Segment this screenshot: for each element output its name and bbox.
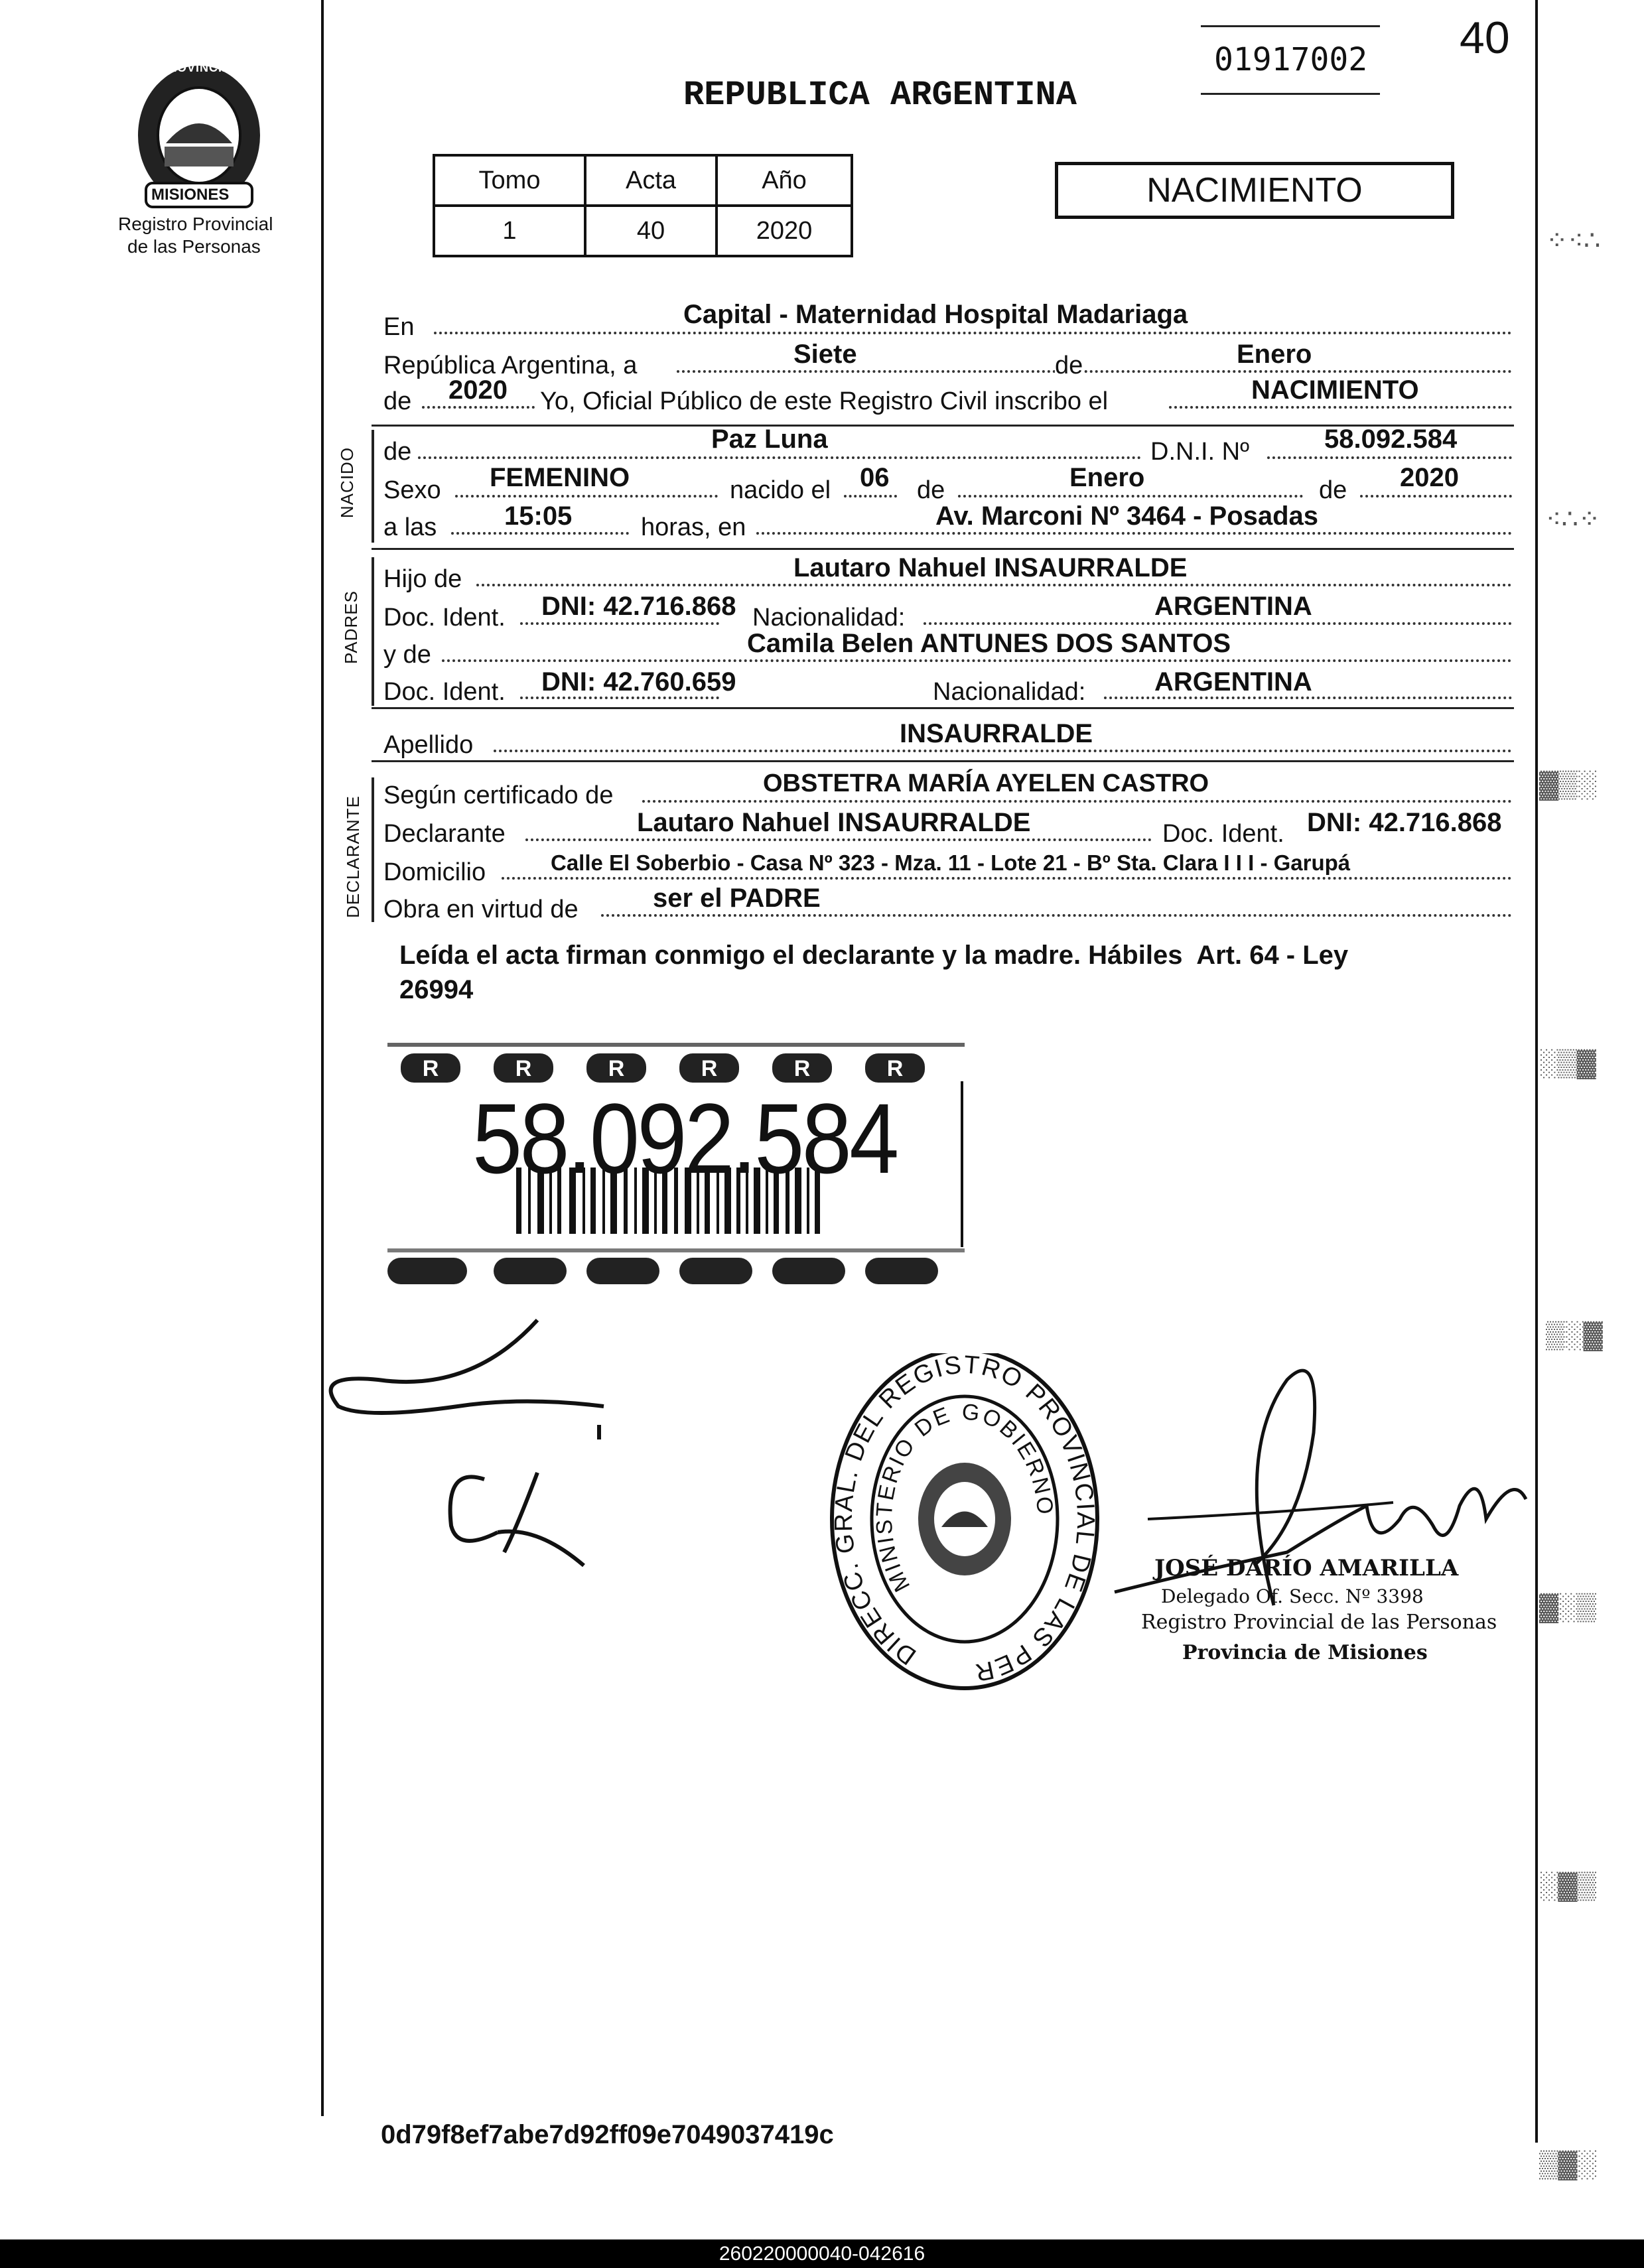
left-margin-line — [321, 0, 324, 2116]
table-value-ano: 2020 — [717, 206, 852, 256]
dni-label: D.N.I. Nº — [1150, 438, 1249, 466]
scan-artifact: ▒░▓ — [1546, 1320, 1603, 1349]
birth-place: Capital - Maternidad Hospital Madariaga — [683, 300, 1188, 329]
scan-artifact: ⁘⁖∴ — [1546, 226, 1601, 255]
address-dots — [756, 532, 1512, 535]
scan-artifact: ⁖∴⁘ — [1546, 505, 1601, 534]
time-dots — [451, 532, 629, 535]
table-header-tomo: Tomo — [434, 155, 585, 206]
bmonth-dots — [958, 495, 1303, 498]
scan-artifact: ▓░▒ — [1539, 1592, 1596, 1621]
month-word: Enero — [1237, 340, 1312, 369]
mother-name: Camila Belen ANTUNES DOS SANTOS — [747, 629, 1231, 658]
apellido-label: Apellido — [383, 731, 474, 759]
father-doc-label: Doc. Ident. — [383, 604, 506, 632]
declarante-doc: DNI: 42.716.868 — [1307, 808, 1502, 837]
official-title: Delegado Of. Secc. Nº 3398 — [1161, 1585, 1424, 1607]
republica-label: República Argentina, a — [383, 352, 638, 379]
seal-outer-text: DIRECC. GRAL. DEL REGISTRO PROVINCIAL DE LAS PER — [829, 1353, 1100, 1687]
birth-year: 2020 — [1400, 463, 1459, 492]
father-doc: DNI: 42.716.868 — [541, 592, 736, 621]
hijo-label: Hijo de — [383, 565, 462, 593]
doc-type: NACIMIENTO — [1146, 171, 1363, 210]
declarante-bracket — [372, 777, 374, 922]
bday-dots — [844, 495, 897, 498]
child-name: Paz Luna — [711, 425, 828, 454]
table-header-ano: Año — [717, 155, 852, 206]
father-dots — [476, 584, 1512, 586]
document-hash: 0d79f8ef7abe7d92ff09e7049037419c — [381, 2120, 834, 2149]
scan-artifact: ▒▓░ — [1539, 2149, 1596, 2178]
declarante-name: Lautaro Nahuel INSAURRALDE — [637, 808, 1031, 837]
logo-text-top: PROVINCIA DE — [159, 61, 253, 74]
event-word: NACIMIENTO — [1251, 375, 1419, 405]
obra-dots — [601, 914, 1512, 917]
dom-dots — [502, 877, 1512, 880]
day-word: Siete — [793, 340, 857, 369]
father-name: Lautaro Nahuel INSAURRALDE — [793, 553, 1188, 582]
cert-label: Según certificado de — [383, 781, 614, 809]
scan-artifact: ▓▒░ — [1539, 769, 1596, 799]
table-value-tomo: 1 — [434, 206, 585, 256]
birth-time: 15:05 — [504, 501, 573, 531]
en-label: En — [383, 313, 415, 341]
mother-doc: DNI: 42.760.659 — [541, 667, 736, 697]
nacido-de-label: de — [383, 438, 412, 466]
domicilio-label: Domicilio — [383, 858, 486, 886]
year-dots — [422, 406, 535, 409]
child-sex: FEMENINO — [490, 463, 630, 492]
nacido-section-label: NACIDO — [337, 446, 358, 519]
serial-underline — [1201, 93, 1380, 95]
de-label-1: de — [1055, 352, 1083, 379]
decl-dots — [525, 838, 1152, 841]
declarante-section-label: DECLARANTE — [342, 795, 363, 918]
father-doc-dots — [520, 622, 719, 625]
declarante-label: Declarante — [383, 820, 506, 848]
cert-value: OBSTETRA MARÍA AYELEN CASTRO — [763, 769, 1209, 797]
serial-number: 01917002 — [1214, 41, 1368, 78]
dni-dots — [1267, 456, 1512, 459]
officer-text: Yo, Oficial Público de este Registro Civil inscribo el — [540, 387, 1109, 415]
sexo-label: Sexo — [383, 476, 441, 504]
scan-artifact: ░▒▓ — [1539, 1048, 1596, 1077]
logo-caption-1: Registro Provincial — [118, 214, 273, 234]
rep-dots — [677, 370, 1512, 373]
nacido-el-label: nacido el — [730, 476, 831, 504]
mother-nat-label: Nacionalidad: — [933, 678, 1086, 706]
separator-2 — [372, 548, 1514, 550]
separator-4 — [372, 760, 1514, 762]
horas-label: horas, en — [641, 513, 746, 541]
de-label-2: de — [383, 387, 412, 415]
note-line-1: Leída el acta firman conmigo el declarante y la madre. Hábiles Art. 64 - Ley — [399, 941, 1349, 970]
obra-value: ser el PADRE — [653, 884, 821, 913]
obra-label: Obra en virtud de — [383, 896, 579, 923]
child-dni: 58.092.584 — [1324, 425, 1458, 454]
logo-text-bottom: MISIONES — [151, 186, 230, 204]
de-label-3: de — [917, 476, 945, 504]
birth-day: 06 — [860, 463, 890, 492]
padres-bracket — [372, 557, 374, 706]
scan-artifact: ░▓▒ — [1539, 1871, 1596, 1900]
sticker-dni-number: 58.092.584 — [472, 1083, 897, 1194]
padres-section-label: PADRES — [341, 590, 361, 664]
footer-bar — [0, 2239, 1644, 2268]
mother-nationality: ARGENTINA — [1154, 667, 1312, 697]
svg-text:R: R — [793, 1056, 811, 1081]
official-name: JOSÉ DARÍO AMARILLA — [1154, 1555, 1459, 1581]
official-seal — [825, 1353, 1104, 1711]
svg-text:R: R — [422, 1056, 439, 1081]
page-number: 40 — [1460, 13, 1510, 63]
svg-text:R: R — [886, 1056, 904, 1081]
apellido-value: INSAURRALDE — [900, 719, 1093, 748]
decl-doc-label: Doc. Ident. — [1162, 820, 1284, 848]
svg-text:R: R — [608, 1056, 625, 1081]
year-word: 2020 — [448, 375, 508, 405]
domicilio-value: Calle El Soberbio - Casa Nº 323 - Mza. 11 - Lote 21 - Bº Sta. Clara I I I - Garupá — [551, 850, 1351, 875]
father-nat-label: Nacionalidad: — [752, 604, 906, 632]
doc-type-box — [1055, 162, 1454, 219]
en-dots — [434, 332, 1512, 334]
official-province: Provincia de Misiones — [1182, 1641, 1428, 1664]
declarant-signature — [325, 1313, 630, 1592]
birth-month: Enero — [1069, 463, 1145, 492]
nacido-bracket — [372, 430, 374, 543]
mother-dots — [442, 659, 1512, 662]
seal-inner-text: MINISTERIO DE GOBIERNO — [871, 1399, 1058, 1596]
registry-table — [433, 154, 853, 257]
separator-3 — [372, 707, 1514, 709]
a-las-label: a las — [383, 513, 437, 541]
note-line-2: 26994 — [399, 975, 474, 1004]
event-dots — [1169, 406, 1512, 409]
svg-text:R: R — [701, 1056, 718, 1081]
official-org: Registro Provincial de las Personas — [1141, 1611, 1497, 1634]
right-margin-line — [1535, 0, 1538, 2143]
yde-label: y de — [383, 641, 431, 669]
logo-caption-2: de las Personas — [127, 236, 261, 257]
father-nat-dots — [924, 622, 1512, 625]
mother-doc-label: Doc. Ident. — [383, 678, 506, 706]
de-label-4: de — [1319, 476, 1347, 504]
footer-code: 260220000040-042616 — [719, 2243, 925, 2265]
father-nationality: ARGENTINA — [1154, 592, 1312, 621]
cert-dots — [642, 800, 1512, 803]
table-value-acta: 40 — [585, 206, 717, 256]
svg-text:R: R — [515, 1056, 532, 1081]
birth-address: Av. Marconi Nº 3464 - Posadas — [935, 501, 1319, 531]
table-header-acta: Acta — [585, 155, 717, 206]
apellido-dots — [494, 750, 1512, 752]
name-dots — [418, 456, 1141, 459]
byear-dots — [1360, 495, 1512, 498]
country-title: REPUBLICA ARGENTINA — [683, 76, 1077, 115]
serial-overline — [1201, 25, 1380, 27]
sexo-dots — [455, 495, 718, 498]
